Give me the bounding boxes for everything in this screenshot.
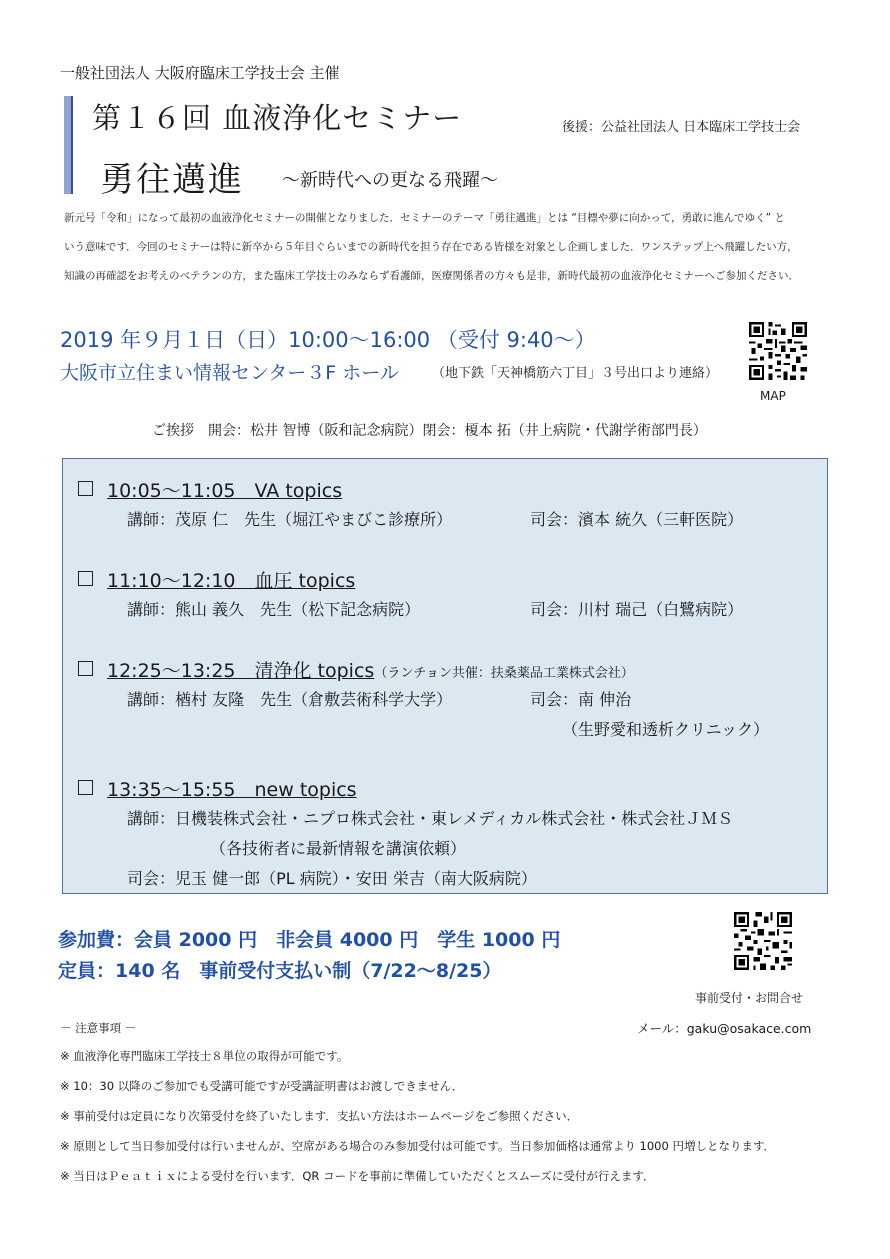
seminar-theme: 勇往邁進 bbox=[100, 160, 244, 200]
map-label: MAP bbox=[760, 389, 786, 403]
note-item: ※ 原則として当日参加受付は行いませんが、空席がある場合のみ参加受付は可能です。当日参加価格は通常より 1000 円増しとなります． bbox=[60, 1139, 776, 1153]
program-slot-1-chair: 司会：濱本 統久（三軒医院） bbox=[530, 510, 744, 529]
venue-access-note: （地下鉄「天神橋筋六丁目」３号出口より連絡） bbox=[432, 366, 719, 381]
program-slot-2-chair: 司会：川村 瑞己（白鷺病院） bbox=[530, 600, 744, 619]
program-slot-3-time-topic: 12:25～13:25 清浄化 topics bbox=[107, 660, 375, 682]
contact-qr-code-icon[interactable] bbox=[732, 910, 794, 972]
program-slot-1-title: 10:05～11:05 VA topics bbox=[107, 480, 343, 502]
program-slot-3-lecturer: 講師：楢村 友隆 先生（倉敷芸術科学大学） bbox=[127, 690, 453, 709]
intro-line-3: 知識の再確認をお考えのベテランの方，また臨床工学技士のみならず看護師，医療関係者の方々も是非，新時代最初の血液浄化セミナーへご参加ください． bbox=[64, 270, 799, 282]
seminar-tagline: ～新時代への更なる飛躍～ bbox=[282, 170, 498, 191]
program-slot-4-lecturer-note: （各技術者に最新情報を講演依頼） bbox=[210, 839, 467, 858]
program-slot-4-lecturer: 講師：日機装株式会社・ニプロ株式会社・東レメディカル株式会社・株式会社ＪＭＳ bbox=[127, 809, 734, 828]
checkbox-icon bbox=[78, 661, 93, 676]
note-item: ※ 事前受付は定員になり次第受付を終了いたします．支払い方法はホームページをご参照ください． bbox=[60, 1109, 579, 1123]
seminar-title: 第１６回 血液浄化セミナー bbox=[92, 101, 463, 135]
note-item: ※ 当日はＰｅａｔｉｘによる受付を行います．QR コードを事前に準備していただくとスムーズに受付が行えます． bbox=[60, 1169, 655, 1183]
contact-email[interactable]: メール：gaku@osakace.com bbox=[637, 1021, 812, 1036]
program-slot-3-chair-affiliation: （生野愛和透析クリニック） bbox=[562, 720, 770, 739]
notes-header: － 注意事項 － bbox=[60, 1021, 137, 1035]
greeting-line: ご挨拶 開会：松井 智博（阪和記念病院）閉会：榎本 拓（井上病院・代謝学術部門長） bbox=[152, 423, 707, 439]
support-line: 後援：公益社団法人 日本臨床工学技士会 bbox=[562, 120, 801, 135]
title-accent-bar bbox=[64, 96, 73, 194]
organizer-line: 一般社団法人 大阪府臨床工学技士会 主催 bbox=[60, 64, 340, 82]
event-datetime: 2019 年９月１日（日）10:00～16:00 （受付 9:40～） bbox=[60, 328, 596, 352]
contact-label: 事前受付・お問合せ bbox=[695, 991, 804, 1005]
program-slot-4-title: 13:35～15:55 new topics bbox=[107, 779, 357, 801]
intro-line-2: いう意味です．今回のセミナーは特に新卒から５年目ぐらいまでの新時代を担う存在である皆様を対象とし企画しました．ワンステップ上へ飛躍したい方， bbox=[64, 241, 798, 253]
map-qr-code-icon[interactable] bbox=[747, 320, 809, 382]
fee-line: 参加費：会員 2000 円 非会員 4000 円 学生 1000 円 bbox=[58, 929, 561, 951]
program-slot-3-chair: 司会：南 伸治 bbox=[530, 690, 632, 709]
program-slot-2-lecturer: 講師：熊山 義久 先生（松下記念病院） bbox=[127, 600, 421, 619]
program-slot-4-chair: 司会：児玉 健一郎（PL 病院）・安田 栄吉（南大阪病院） bbox=[127, 869, 537, 888]
program-slot-3-sponsor: （ランチョン共催：扶桑薬品工業株式会社） bbox=[374, 666, 634, 681]
program-slot-3-title bbox=[107, 656, 634, 683]
checkbox-icon bbox=[78, 481, 93, 496]
intro-line-1: 新元号「令和」になって最初の血液浄化セミナーの開催となりました．セミナーのテーマ「勇往邁進」とは “目標や夢に向かって，勇敢に進んでゆく” と bbox=[64, 212, 785, 224]
checkbox-icon bbox=[78, 780, 93, 795]
capacity-line: 定員：140 名 事前受付支払い制（7/22～8/25） bbox=[58, 960, 502, 982]
program-slot-1-lecturer: 講師：茂原 仁 先生（堀江やまびこ診療所） bbox=[127, 510, 453, 529]
checkbox-icon bbox=[78, 571, 93, 586]
program-slot-2-title: 11:10～12:10 血圧 topics bbox=[107, 570, 356, 592]
event-venue: 大阪市立住まい情報センター３F ホール bbox=[60, 362, 399, 384]
note-item: ※ 10：30 以降のご参加でも受講可能ですが受講証明書はお渡しできません． bbox=[60, 1079, 464, 1093]
note-item: ※ 血液浄化専門臨床工学技士８単位の取得が可能です。 bbox=[60, 1049, 349, 1063]
